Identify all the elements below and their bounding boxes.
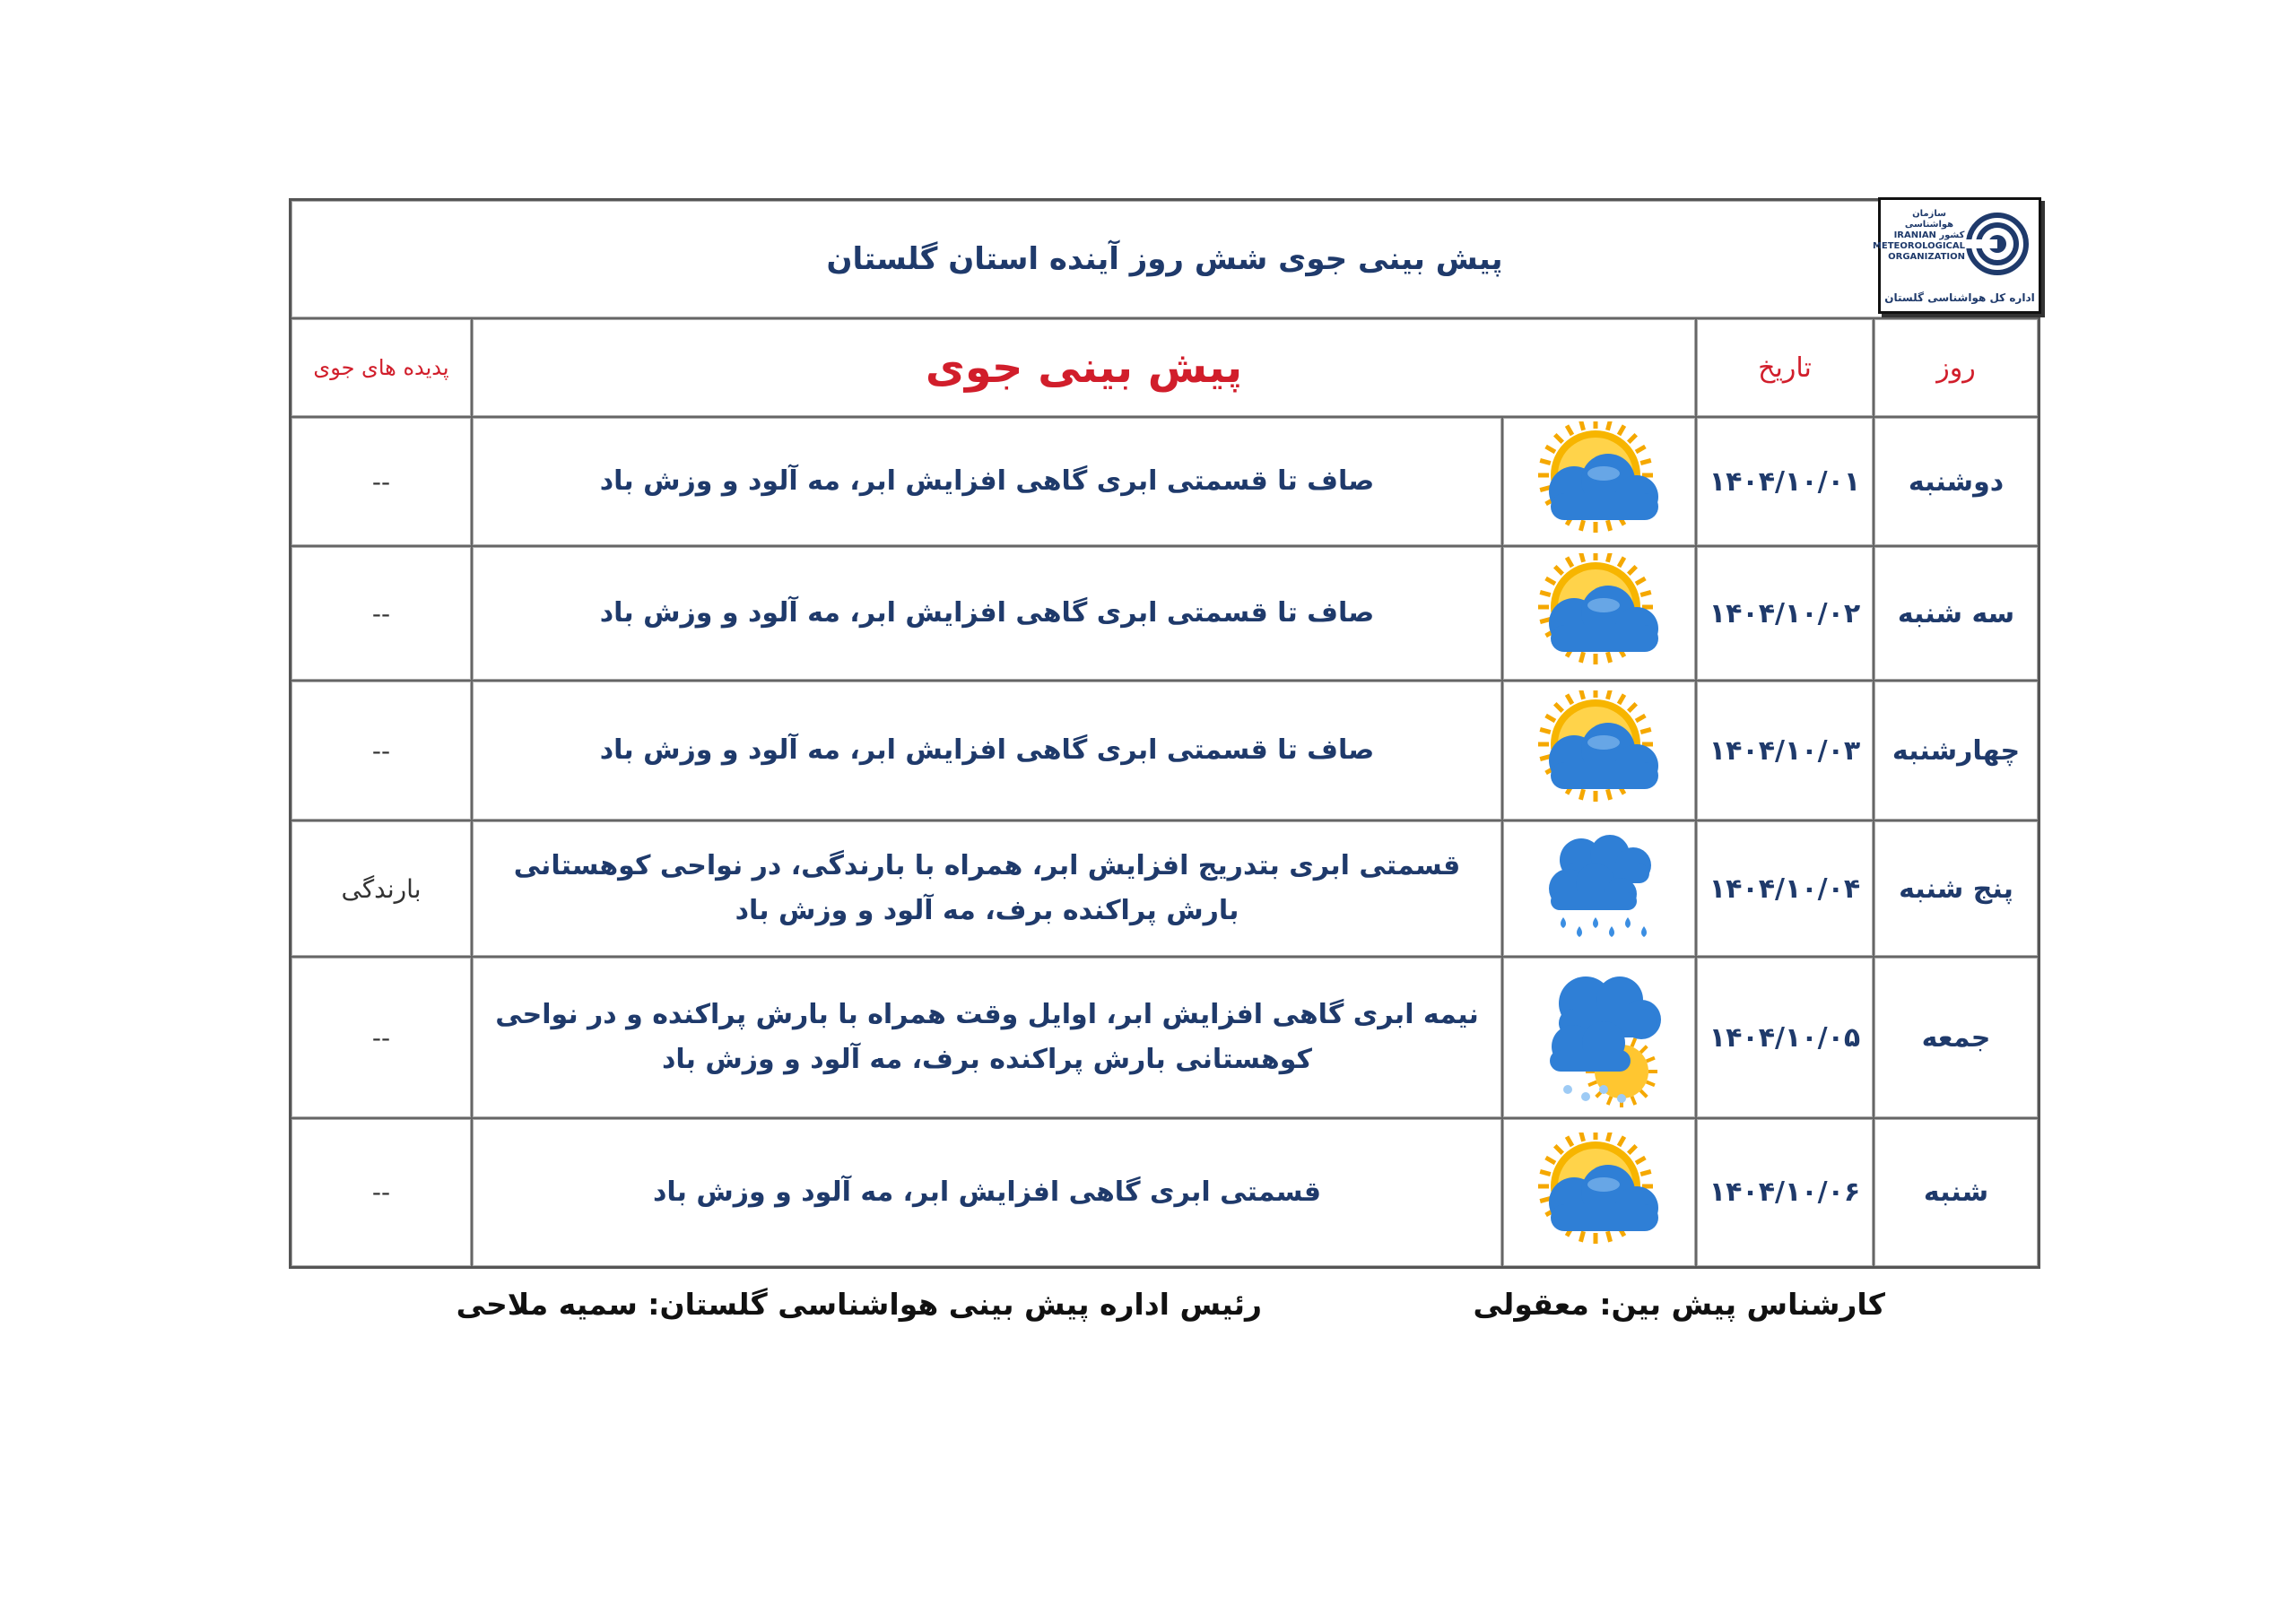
column-header-forecast: پیش بینی جوی — [472, 318, 1696, 417]
sun-cloud-icon — [1518, 525, 1680, 542]
forecast-description: نیمه ابری گاهی افزایش ابر، اوایل وقت همراه با بارش پراکنده و در نواحی کوهستانی بارش پراکنده برف، مه آلود و وزش باد — [472, 957, 1502, 1118]
forecast-description: قسمتی ابری بتدریج افزایش ابر، همراه با بارندگی، در نواحی کوهستانی بارش پراکنده برف، مه آلود و وزش باد — [472, 820, 1502, 957]
phenomena-cell: -- — [291, 957, 473, 1118]
date-cell: ۱۴۰۴/۱۰/۰۲ — [1696, 546, 1874, 681]
forecast-row — [291, 417, 2039, 546]
column-header-date: تاریخ — [1696, 318, 1874, 417]
weather-icon-cell — [1502, 1118, 1696, 1267]
day-cell: شنبه — [1874, 1118, 2039, 1267]
sun-cloud-icon — [1518, 794, 1680, 811]
forecast-row — [291, 681, 2039, 820]
forecast-row — [291, 1118, 2039, 1267]
sun-cloud-icon — [1518, 1236, 1680, 1253]
forecast-row — [291, 820, 2039, 957]
day-cell: دوشنبه — [1874, 417, 2039, 546]
organization-logo — [1872, 197, 2041, 314]
date-cell: ۱۴۰۴/۱۰/۰۱ — [1696, 417, 1874, 546]
phenomena-cell: بارندگی — [291, 820, 473, 957]
weather-icon-cell — [1502, 957, 1696, 1118]
page-title: پیش بینی جوی شش روز آینده استان گلستان — [826, 241, 1503, 277]
cloudy-sun-rain-icon — [1523, 1094, 1675, 1111]
weather-icon-cell — [1502, 417, 1696, 546]
forecast-description: قسمتی ابری گاهی افزایش ابر، مه آلود و وزش باد — [472, 1118, 1502, 1267]
weather-icon-cell — [1502, 546, 1696, 681]
date-cell: ۱۴۰۴/۱۰/۰۶ — [1696, 1118, 1874, 1267]
title-cell — [291, 200, 2039, 319]
logo-emblem-icon — [1966, 213, 2029, 275]
weather-icon-cell — [1502, 820, 1696, 957]
date-cell: ۱۴۰۴/۱۰/۰۳ — [1696, 681, 1874, 820]
rain-clouds-icon — [1527, 936, 1671, 953]
forecast-description: صاف تا قسمتی ابری گاهی افزایش ابر، مه آلود و وزش باد — [472, 546, 1502, 681]
day-cell: سه شنبه — [1874, 546, 2039, 681]
day-cell: پنج شنبه — [1874, 820, 2039, 957]
weather-icon-cell — [1502, 681, 1696, 820]
phenomena-cell: -- — [291, 681, 473, 820]
sun-cloud-icon — [1518, 656, 1680, 673]
forecast-head-name: رئیس اداره پیش بینی هواشناسی گلستان: سمیه ملاحی — [456, 1287, 1262, 1322]
column-header-phenomena: پدیده های جوی — [291, 318, 473, 417]
date-cell: ۱۴۰۴/۱۰/۰۵ — [1696, 957, 1874, 1118]
logo-top-text: سازمان هواشناسی کشور IRANIAN METEOROLOGICAL ORGANIZATION — [1872, 209, 1965, 262]
date-cell: ۱۴۰۴/۱۰/۰۴ — [1696, 820, 1874, 957]
phenomena-cell: -- — [291, 1118, 473, 1267]
day-cell: جمعه — [1874, 957, 2039, 1118]
phenomena-cell: -- — [291, 546, 473, 681]
forecast-description: صاف تا قسمتی ابری گاهی افزایش ابر، مه آلود و وزش باد — [472, 417, 1502, 546]
phenomena-cell: -- — [291, 417, 473, 546]
logo-bottom-text: اداره کل هواشناسی گلستان — [1884, 291, 2035, 304]
forecast-description: صاف تا قسمتی ابری گاهی افزایش ابر، مه آلود و وزش باد — [472, 681, 1502, 820]
forecast-table — [289, 198, 2040, 1269]
forecast-row — [291, 546, 2039, 681]
column-header-day: روز — [1874, 318, 2039, 417]
day-cell: چهارشنبه — [1874, 681, 2039, 820]
forecaster-name: کارشناس پیش بین: معقولی — [1473, 1287, 1885, 1322]
forecast-row — [291, 957, 2039, 1118]
